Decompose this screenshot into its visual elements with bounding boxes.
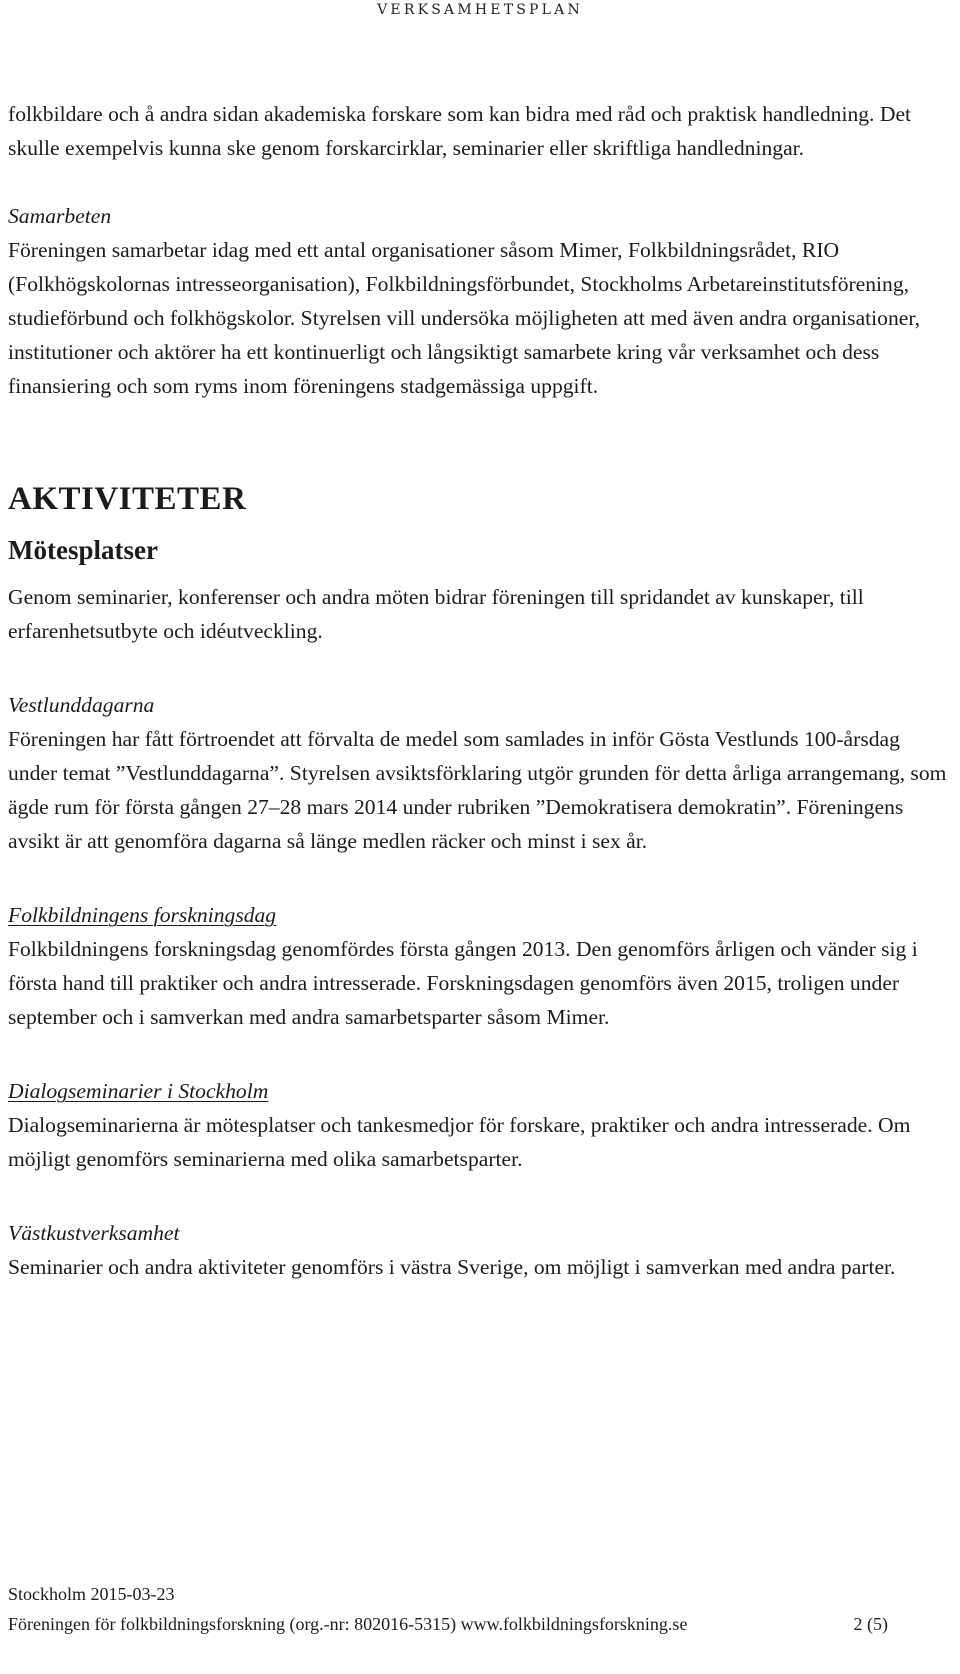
forskningsdag-heading: Folkbildningens forskningsdag [8,903,277,927]
footer-place-date: Stockholm 2015-03-23 [8,1584,175,1604]
dialogseminarier-heading: Dialogseminarier i Stockholm [8,1079,269,1103]
vastkust-paragraph: Seminarier och andra aktiviteter genomförs i västra Sverige, om möjligt i samverkan med andra parter. [8,1255,896,1279]
intro-paragraph: folkbildare och å andra sidan akademiska forskare som kan bidra med råd och praktisk handledning. Det skulle exempelvis kunna ske genom forskarcirklar, seminarier eller skriftliga handledningar. [8,102,912,160]
dialogseminarier-paragraph: Dialogseminarierna är mötesplatser och tankesmedjor för forskare, praktiker och andra intresserade. Om möjligt genomförs seminarierna med olika samarbetsparter. [8,1113,911,1171]
vestlunddagarna-paragraph: Föreningen har fått förtroendet att förvalta de medel som samlades in inför Gösta Vestlunds 100-årsdag under temat ”Vestlunddagarna”. Styrelsen avsiktsförklaring utgör grunden för detta årliga arrangemang, som ägde rum för första gången 27–28 mars 2014 under rubriken ”Demokratisera demokratin”. Föreningens avsikt är att genomföra dagarna så länge medlen räcker och minst i sex år. [8,727,947,853]
aktiviteter-intro-paragraph: Genom seminarier, konferenser och andra möten bidrar föreningen till spridandet av kunskaper, till erfarenhetsutbyte och idéutveckling. [8,585,864,643]
footer [8,1612,888,1636]
spacer [8,648,948,688]
spacer [8,403,948,479]
spacer [8,519,948,533]
aktiviteter-title: AKTIVITETER [8,481,247,517]
page-content [8,97,948,1284]
footer-org-line: Föreningen för folkbildningsforskning (org.-nr: 802016-5315) www.folkbildningsforskning.se [8,1614,688,1634]
spacer [8,1176,948,1216]
running-header: VERKSAMHETSPLAN [377,2,583,18]
vastkust-heading: Västkustverksamhet [8,1221,180,1245]
page-number: 2 (5) [853,1614,888,1634]
spacer [8,1034,948,1074]
spacer [8,858,948,898]
samarbeten-paragraph: Föreningen samarbetar idag med ett antal organisationer såsom Mimer, Folkbildningsrådet, RIO (Folkhögskolornas intresseorganisation), Folkbildningsförbundet, Stockholms Arbetareinstitutsförening, studieförbund och folkhögskolor. Styrelsen vill undersöka möjligheten att med även andra organisationer, institutioner och aktörer ha ett kontinuerligt och långsiktigt samarbete kring vår verksamhet och dess finansiering och som ryms inom föreningens stadgemässiga uppgift. [8,238,921,398]
vestlunddagarna-heading: Vestlunddagarna [8,693,155,717]
spacer [8,567,948,580]
forskningsdag-paragraph: Folkbildningens forskningsdag genomfördes första gången 2013. Den genomförs årligen och vänder sig i första hand till praktiker och andra intresserade. Forskningsdagen genomförs även 2015, troligen under september och i samverkan med andra samarbetsparter såsom Mimer. [8,937,918,1029]
spacer [8,165,948,199]
samarbeten-heading: Samarbeten [8,204,112,228]
motesplatser-subtitle: Mötesplatser [8,535,158,565]
